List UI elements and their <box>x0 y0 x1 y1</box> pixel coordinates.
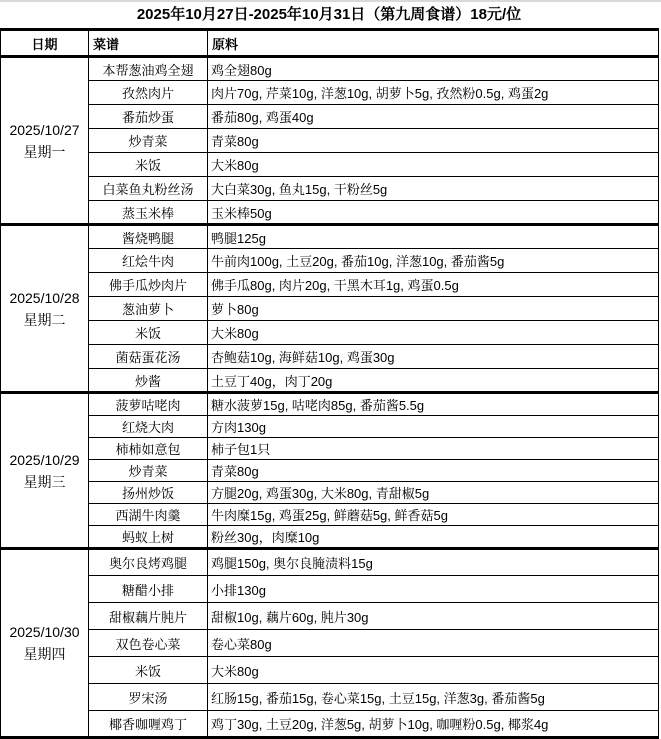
dish-name: 葱油萝卜 <box>89 297 208 321</box>
menu-row <box>1 81 659 105</box>
menu-row <box>1 684 659 711</box>
ingredients: 牛前肉100g, 土豆20g, 番茄10g, 洋葱10g, 番茄酱5g <box>208 249 659 273</box>
menu-row <box>1 225 659 249</box>
dish-name: 番茄炒蛋 <box>89 105 208 129</box>
date-text: 2025/10/30 <box>9 624 80 640</box>
weekday-text: 星期一 <box>23 143 66 160</box>
dish-name: 西湖牛肉羹 <box>89 504 208 526</box>
ingredients: 鸡全翅80g <box>208 57 659 81</box>
dish-name: 椰香咖喱鸡丁 <box>89 711 208 738</box>
menu-row <box>1 249 659 273</box>
ingredients: 小排130g <box>208 576 659 603</box>
menu-row <box>1 504 659 526</box>
ingredients: 方腿20g, 鸡蛋30g, 大米80g, 青甜椒5g <box>208 482 659 504</box>
date-cell-monday <box>1 57 89 225</box>
dish-name: 罗宋汤 <box>89 684 208 711</box>
ingredients: 甜椒10g, 藕片60g, 肫片30g <box>208 603 659 630</box>
ingredients: 柿子包1只 <box>208 438 659 460</box>
menu-row <box>1 630 659 657</box>
menu-row <box>1 273 659 297</box>
date-text: 2025/10/28 <box>9 289 80 306</box>
date-cell-tuesday <box>1 225 89 393</box>
dish-name: 孜然肉片 <box>89 81 208 105</box>
date-text: 2025/10/27 <box>9 121 80 138</box>
date-cell-thursday <box>1 549 89 738</box>
menu-row <box>1 105 659 129</box>
menu-row <box>1 526 659 549</box>
menu-row <box>1 438 659 460</box>
dish-name: 米饭 <box>89 321 208 345</box>
menu-title: 2025年10月27日-2025年10月31日（第九周食谱）18元/位 <box>136 6 522 23</box>
ingredients: 青菜80g <box>208 460 659 482</box>
weekday-text: 星期二 <box>23 311 66 328</box>
column-header-ingredients: 原料 <box>208 30 659 57</box>
ingredients: 大米80g <box>208 321 659 345</box>
dish-name: 菌菇蛋花汤 <box>89 345 208 369</box>
dish-name: 蚂蚁上树 <box>89 526 208 549</box>
ingredients: 红肠15g, 番茄15g, 卷心菜15g, 土豆15g, 洋葱3g, 番茄酱5g <box>208 684 659 711</box>
dish-name: 酱烧鸭腿 <box>89 225 208 249</box>
ingredients: 牛肉糜15g, 鸡蛋25g, 鲜蘑菇5g, 鲜香菇5g <box>208 504 659 526</box>
menu-row <box>1 297 659 321</box>
ingredients: 卷心菜80g <box>208 630 659 657</box>
dish-name: 白菜鱼丸粉丝汤 <box>89 177 208 201</box>
dish-name: 米饭 <box>89 657 208 684</box>
dish-name: 红烩牛肉 <box>89 249 208 273</box>
ingredients: 玉米棒50g <box>208 201 659 225</box>
weekday-text: 星期四 <box>23 646 66 662</box>
column-header-date: 日期 <box>1 30 89 57</box>
ingredients: 土豆丁40g，肉丁20g <box>208 369 659 393</box>
dish-name: 炒青菜 <box>89 460 208 482</box>
menu-row <box>1 393 659 416</box>
date-cell-wednesday <box>1 393 89 549</box>
ingredients: 大米80g <box>208 657 659 684</box>
menu-row <box>1 603 659 630</box>
dish-name: 扬州炒饭 <box>89 482 208 504</box>
ingredients: 青菜80g <box>208 129 659 153</box>
menu-row <box>1 711 659 738</box>
ingredients: 杏鲍菇10g, 海鲜菇10g, 鸡蛋30g <box>208 345 659 369</box>
dish-name: 糖醋小排 <box>89 576 208 603</box>
menu-row <box>1 482 659 504</box>
column-header-dish: 菜谱 <box>89 30 208 57</box>
ingredients: 方肉130g <box>208 416 659 438</box>
ingredients: 大米80g <box>208 153 659 177</box>
weekday-text: 星期三 <box>23 473 66 490</box>
menu-row <box>1 549 659 576</box>
ingredients: 大白菜30g, 鱼丸15g, 干粉丝5g <box>208 177 659 201</box>
menu-row <box>1 416 659 438</box>
ingredients: 粉丝30g，肉糜10g <box>208 526 659 549</box>
ingredients: 萝卜80g <box>208 297 659 321</box>
header-row <box>1 30 659 57</box>
dish-name: 双色卷心菜 <box>89 630 208 657</box>
ingredients: 鸡腿150g, 奥尔良腌渍料15g <box>208 549 659 576</box>
dish-name: 菠萝咕咾肉 <box>89 393 208 416</box>
dish-name: 红烧大肉 <box>89 416 208 438</box>
ingredients: 佛手瓜80g, 肉片20g, 干黑木耳1g, 鸡蛋0.5g <box>208 273 659 297</box>
menu-row <box>1 460 659 482</box>
menu-table <box>0 28 659 739</box>
date-text: 2025/10/29 <box>9 451 80 468</box>
dish-name: 柿柿如意包 <box>89 438 208 460</box>
menu-row <box>1 657 659 684</box>
menu-row <box>1 201 659 225</box>
ingredients: 番茄80g, 鸡蛋40g <box>208 105 659 129</box>
dish-name: 佛手瓜炒肉片 <box>89 273 208 297</box>
dish-name: 蒸玉米棒 <box>89 201 208 225</box>
ingredients: 鸭腿125g <box>208 225 659 249</box>
menu-row <box>1 57 659 81</box>
dish-name: 甜椒藕片肫片 <box>89 603 208 630</box>
dish-name: 炒酱 <box>89 369 208 393</box>
dish-name: 本帮葱油鸡全翅 <box>89 57 208 81</box>
ingredients: 糖水菠萝15g, 咕咾肉85g, 番茄酱5.5g <box>208 393 659 416</box>
dish-name: 米饭 <box>89 153 208 177</box>
menu-row <box>1 345 659 369</box>
ingredients: 肉片70g, 芹菜10g, 洋葱10g, 胡萝卜5g, 孜然粉0.5g, 鸡蛋2g <box>208 81 659 105</box>
dish-name: 炒青菜 <box>89 129 208 153</box>
menu-row <box>1 177 659 201</box>
ingredients: 鸡丁30g, 土豆20g, 洋葱5g, 胡萝卜10g, 咖喱粉0.5g, 椰浆4g <box>208 711 659 738</box>
menu-row <box>1 129 659 153</box>
menu-row <box>1 369 659 393</box>
dish-name: 奥尔良烤鸡腿 <box>89 549 208 576</box>
menu-row <box>1 153 659 177</box>
menu-row <box>1 576 659 603</box>
menu-row <box>1 321 659 345</box>
